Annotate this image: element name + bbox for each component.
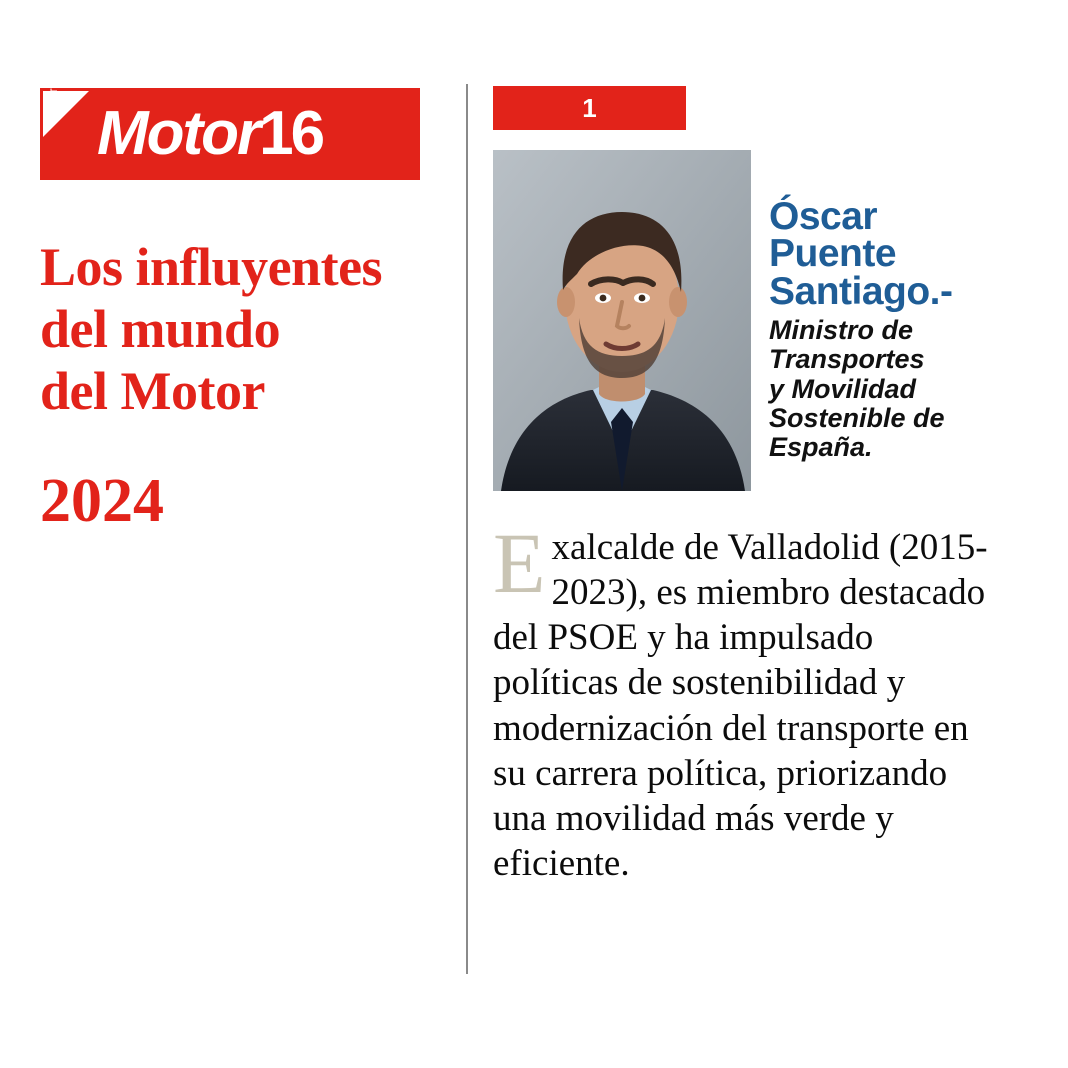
entry-body-text	[493, 515, 1006, 886]
headline-line-3: del Motor	[40, 361, 265, 422]
motor16-logo	[40, 38, 420, 180]
person-name-line-1: Óscar	[769, 195, 878, 238]
rank-badge: 1	[493, 86, 686, 130]
left-column	[40, 38, 430, 536]
person-name	[769, 195, 1009, 313]
page-title	[40, 236, 430, 422]
person-name-line-2: Puente	[769, 232, 897, 276]
person-role-line-5: España.	[769, 431, 873, 462]
profile-block	[493, 150, 1013, 491]
person-role	[769, 316, 1009, 462]
edition-year: 2024	[40, 467, 164, 536]
person-name-line-3: Santiago.-	[769, 269, 953, 313]
logo-inner	[43, 38, 417, 177]
person-role-line-3: y Movilidad	[769, 373, 917, 404]
logo-number: 16	[259, 99, 323, 168]
drop-cap: E	[493, 515, 546, 611]
portrait-photo	[493, 150, 751, 491]
headline-line-1: Los influyentes	[40, 237, 383, 297]
person-role-line-4: Sostenible de	[769, 402, 945, 433]
logo-website-text: MOTOR16.COM	[49, 38, 59, 109]
logo-wordmark	[97, 99, 323, 168]
logo-word: Motor	[97, 99, 260, 168]
right-column	[493, 86, 1013, 886]
person-role-line-1: Ministro de	[769, 315, 914, 346]
body-paragraph: xalcalde de Valladolid (2015-2023), es miembro destacado del PSOE y ha impulsado políticas de sostenibilidad y modernización del transporte en su carrera política, priorizando una movilidad más verde y eficiente.	[493, 527, 988, 884]
headline-line-2: del mundo	[40, 299, 281, 360]
column-divider	[466, 84, 468, 974]
person-info	[769, 150, 1009, 462]
person-role-line-2: Transportes	[769, 344, 925, 375]
